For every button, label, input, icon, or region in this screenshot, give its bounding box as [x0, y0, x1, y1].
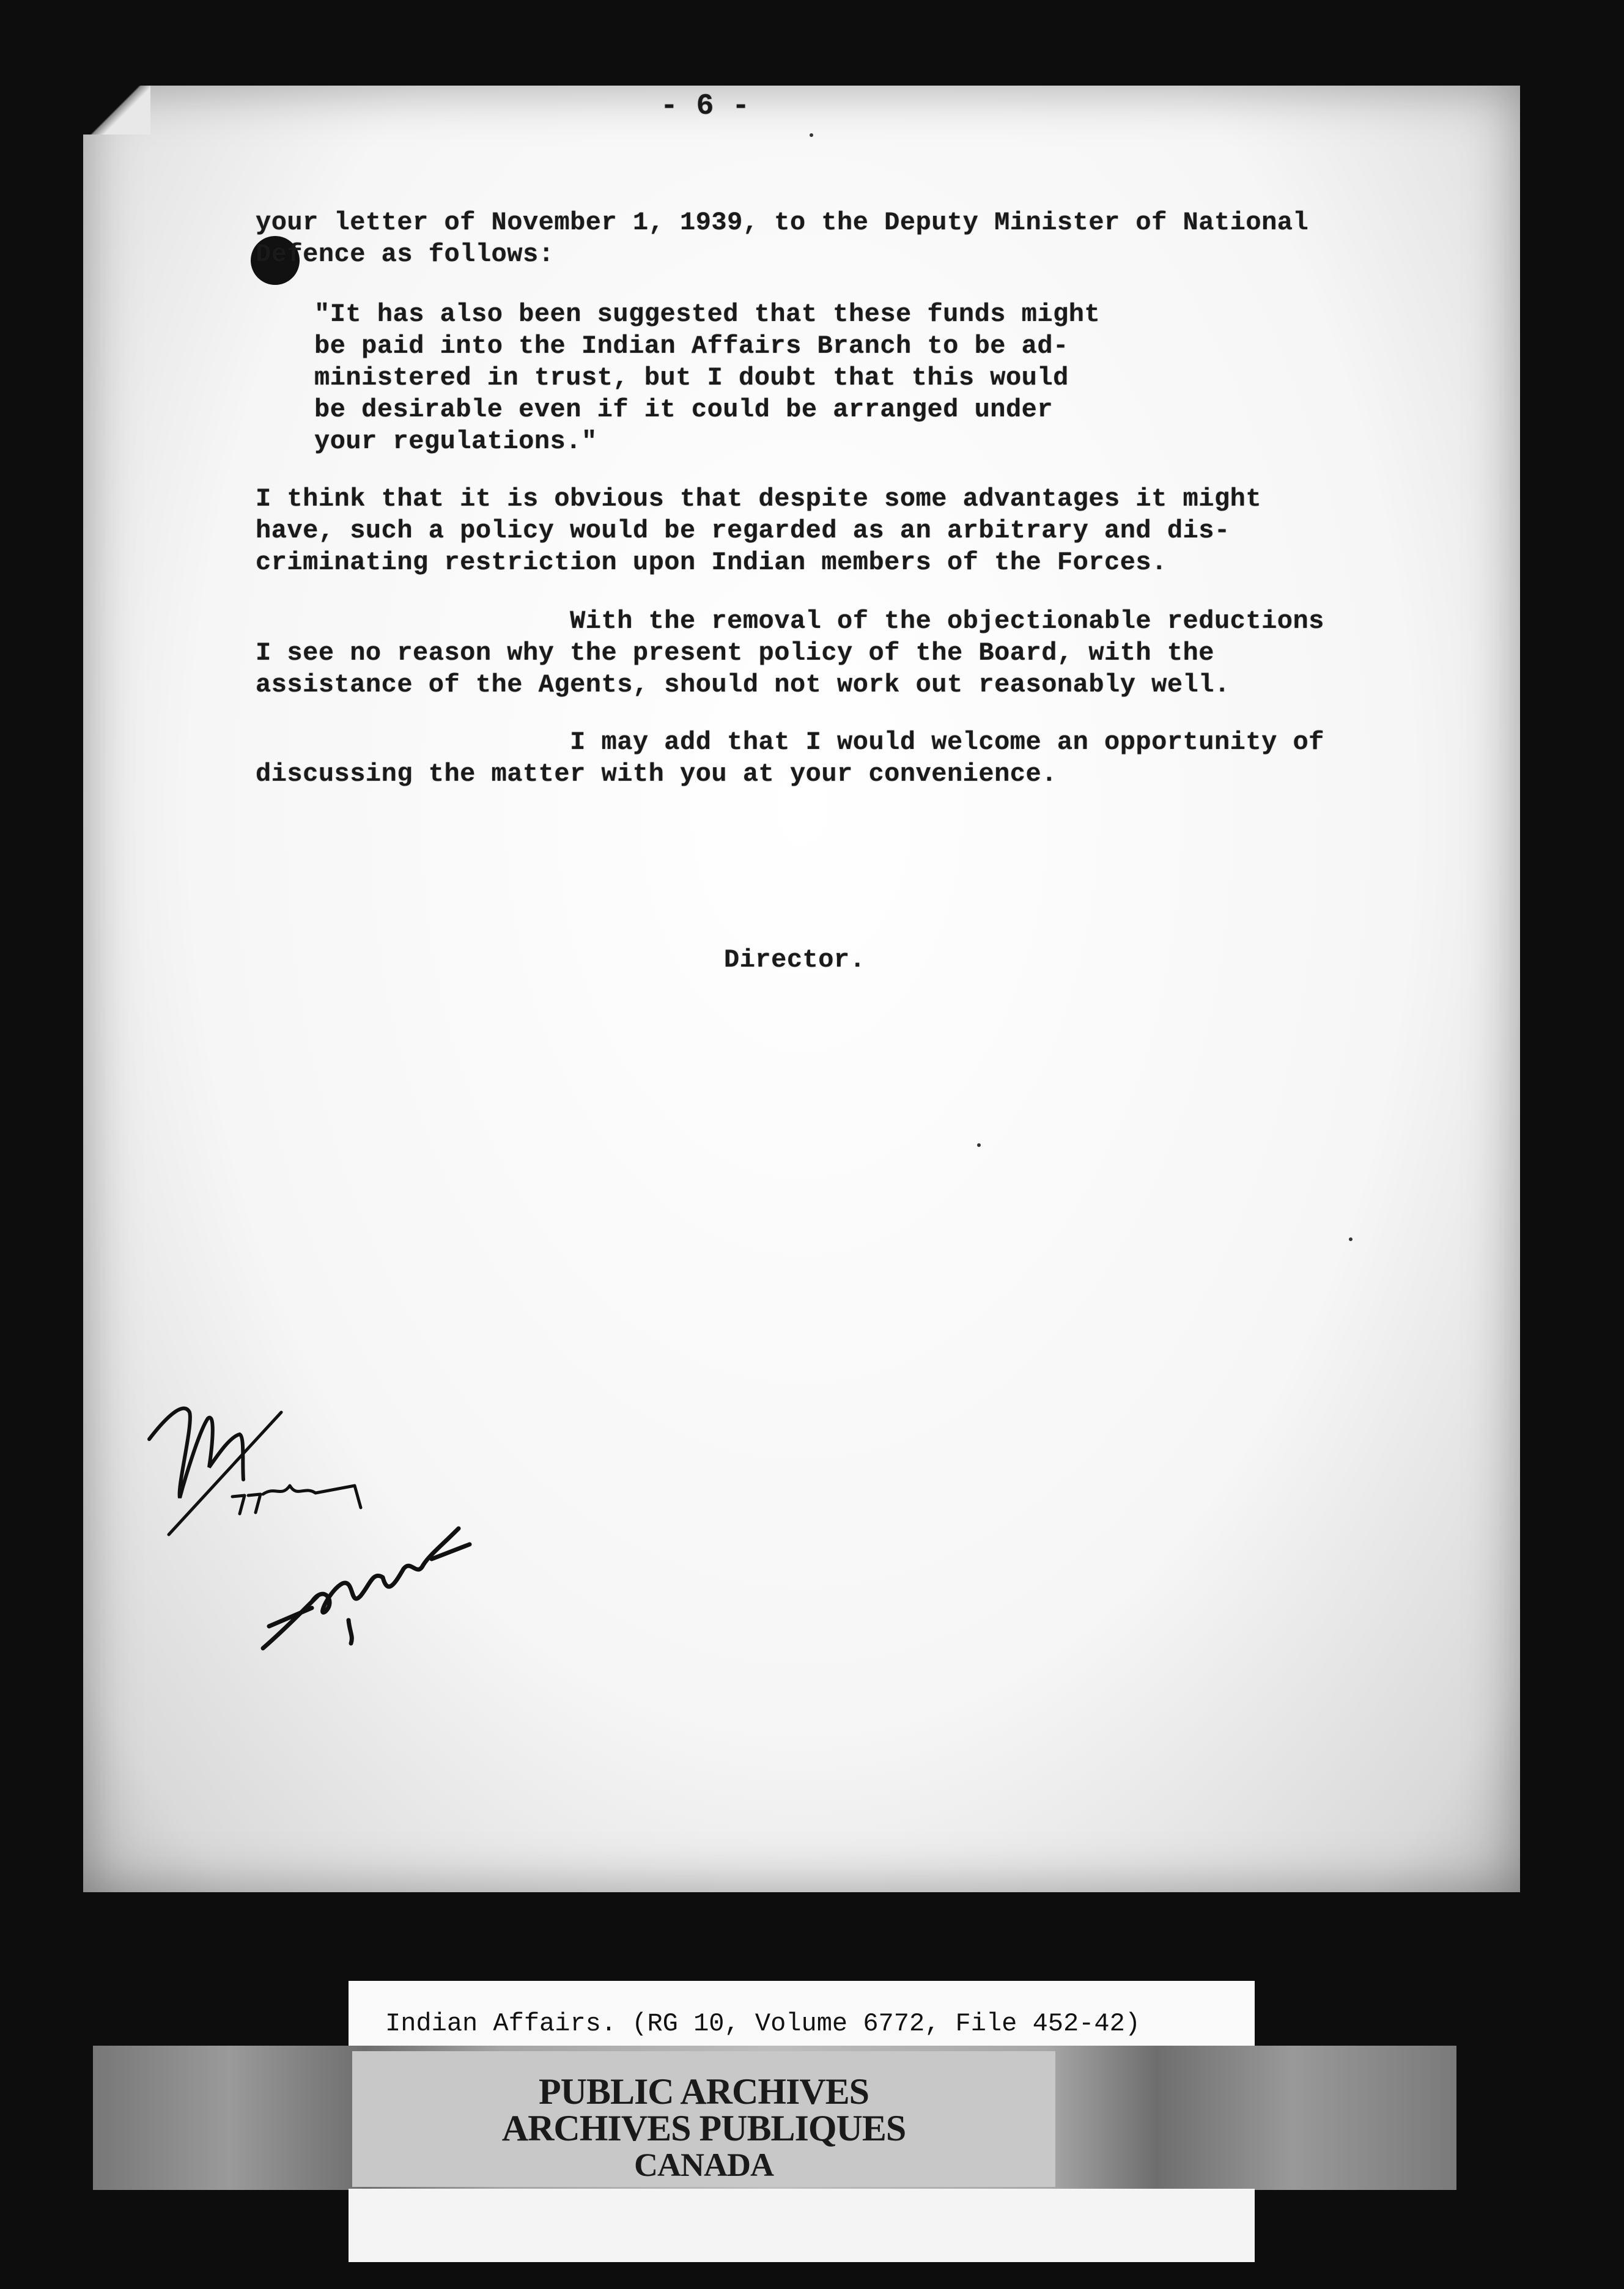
- archive-reference-text: Indian Affairs. (RG 10, Volume 6772, File 452-42): [385, 2009, 1141, 2038]
- paragraph-policy: With the removal of the objectionable reductions I see no reason why the present policy of the Board, with the assistance of the Agents, should not work out reasonably well.: [256, 606, 1324, 699]
- paragraph-closing-remark: I may add that I would welcome an opportunity of discussing the matter with you at your convenience.: [256, 728, 1324, 789]
- paragraph-intro: your letter of November 1, 1939, to the Deputy Minister of National Defence as follows:: [256, 208, 1309, 269]
- paper-speck: [977, 1143, 981, 1147]
- paper-speck: [810, 133, 813, 137]
- folded-corner: [83, 86, 150, 135]
- page-number: - 6 -: [660, 90, 750, 123]
- signature-title: Director.: [724, 945, 866, 975]
- archive-reference-label: [349, 1981, 1255, 2049]
- stamp-line-english: PUBLIC ARCHIVES: [538, 2071, 869, 2112]
- blank-label: [349, 2189, 1255, 2262]
- quoted-passage: "It has also been suggested that these funds might be paid into the Indian Affairs Branch to be ad- ministered in trust, but I doubt that this would be desirable even if it could be arranged under your regulations.": [314, 300, 1101, 456]
- stamp-line-french: ARCHIVES PUBLIQUES: [501, 2108, 906, 2148]
- handwritten-signature: [257, 1510, 489, 1657]
- paragraph-opinion: I think that it is obvious that despite some advantages it might have, such a policy would be regarded as an arbitrary and dis- criminating restriction upon Indian members of the Forces.: [256, 484, 1262, 577]
- stamp-line-country: CANADA: [634, 2147, 773, 2183]
- paper-speck: [1349, 1237, 1353, 1241]
- public-archives-stamp: [352, 2051, 1055, 2187]
